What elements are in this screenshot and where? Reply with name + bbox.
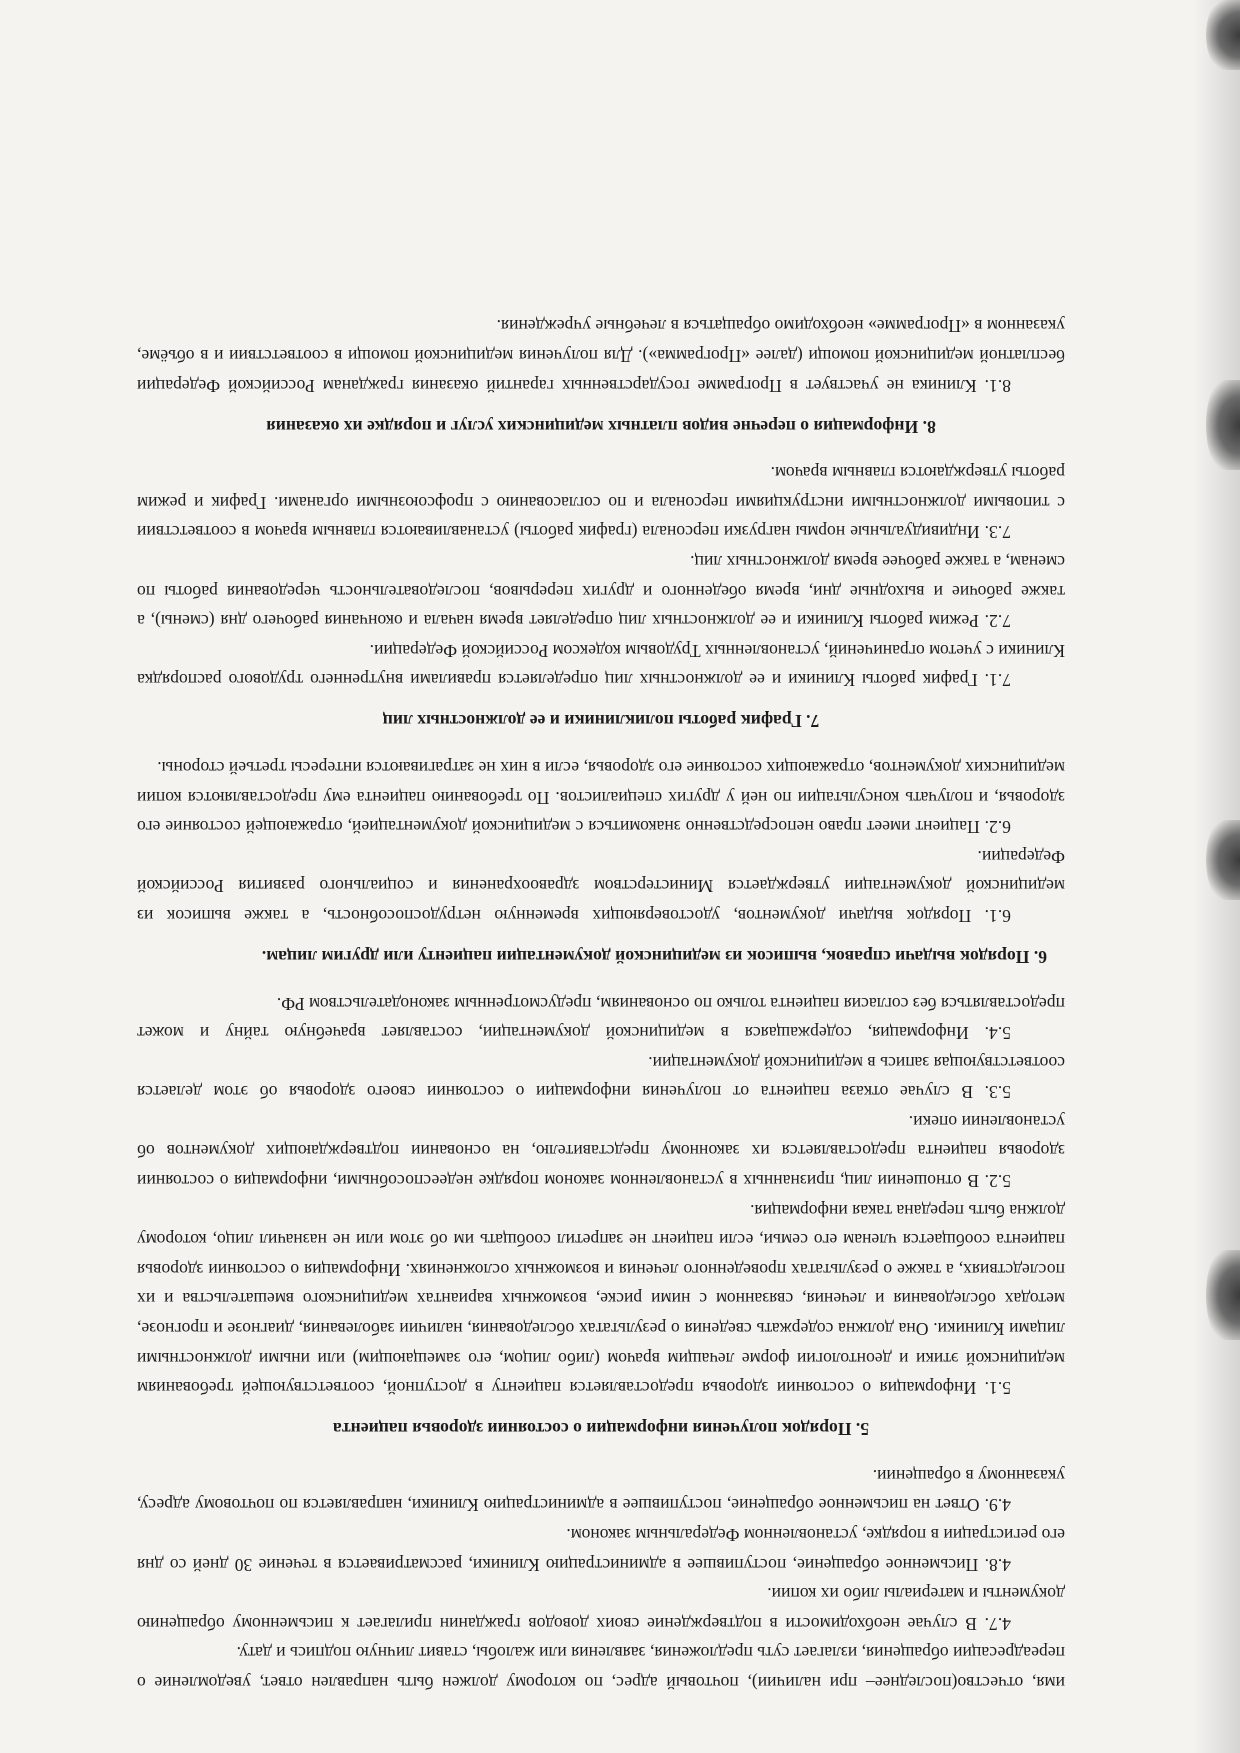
paragraph-4-9: 4.9. Ответ на письменное обращение, поступившее в администрацию Клиники, направляется по почтовому адресу, указанному в обращении. bbox=[137, 1465, 1065, 1516]
paragraph-7-1: 7.1. График работы Клиники и ее должностных лиц определяется правилами внутреннего трудового распорядка Клиники с учетом ограничений, установленных Трудовым кодексом Российской Федерации. bbox=[137, 640, 1065, 691]
paragraph-8-1: 8.1. Клиника не участвует в Программе государственных гарантий оказания гражданам Российской Федерации бесплатной медицинской помощи (далее «Программа»). Для получения медицинской помощи в соответствии и в объёме, указанном в «Программе» необходимо обращаться в лечебные учреждения. bbox=[137, 316, 1065, 396]
paragraph-7-3: 7.3. Индивидуальные нормы нагрузки персонала (график работы) устанавливаются главным врачом в соответствии с типовыми должностными инструкциями персонала и по согласованию с профсоюзными органами. График и режим работы утверждаются главным врачом. bbox=[137, 463, 1065, 543]
scan-hole-shadow-lower bbox=[1206, 1250, 1240, 1340]
paragraph-4-7: 4.7. В случае необходимости в подтверждение своих доводов гражданин прилагает к письменному обращению документы и материалы либо их копии. bbox=[137, 1584, 1065, 1634]
paragraph-5-2: 5.2. В отношении лиц, признанных в установленном законом порядке недееспособными, информация о состоянии здоровья пациента предоставляется их законному представителю, на основании подтверждающих документов об установлении опеки. bbox=[137, 1111, 1065, 1192]
paragraph-5-3: 5.3. В случае отказа пациента от получения информации о состоянии своего здоровья об этом делается соответствующая запись в медицинской документации. bbox=[137, 1052, 1065, 1103]
paragraph-6-1: 6.1. Порядок выдачи документов, удостоверяющих временную нетрудоспособность, а также выписок из медицинской документации утверждается Министерством здравоохранения и социального развития Российской Федерации. bbox=[137, 846, 1065, 926]
section-7-heading: 7. График работы поликлиники и ее должностных лиц bbox=[382, 711, 820, 732]
section-5-heading: 5. Порядок получения информации о состоянии здоровья пациента bbox=[332, 1419, 870, 1440]
paragraph-6-2: 6.2. Пациент имеет право непосредственно знакомиться с медицинской документацией, отражающей состояние его здоровья, и получать консультации по ней у других специалистов. По требованию пациента ему предоставляются копии медицинских документов, отражающих состояние его здоровья, если в них не затрагиваются интересы третьей стороны. bbox=[137, 757, 1065, 838]
paragraph-5-4: 5.4. Информация, содержащаяся в медицинской документации, составляет врачебную тайну и может предоставляться без согласия пациента только по основаниям, предусмотренным законодательством РФ. bbox=[137, 993, 1065, 1044]
scan-hole-shadow-upper bbox=[1206, 380, 1240, 470]
paragraph-4-8: 4.8. Письменное обращение, поступившее в администрацию Клиники, рассматривается в течение 30 дней со дня его регистрации в порядке, установленном Федеральным законом. bbox=[137, 1525, 1065, 1575]
scan-hole-shadow-top bbox=[1206, 0, 1240, 70]
document-body bbox=[137, 311, 1065, 1697]
paragraph-7-2: 7.2. Режим работы Клиники и ее должностных лиц определяет время начала и окончания рабочего дня (смены), а также рабочие и выходные дни, время обеденного и других перерывов, последовательность чередования работы по сменам, а также рабочее время должностных лиц. bbox=[137, 552, 1065, 632]
paragraph-4-6-continued: имя, отчество(последнее– при наличии), почтовый адрес, по которому должен быть направлен ответ, уведомление о переадресации обращения, излагает суть предложения, заявления или жалобы, ставит личную подпись и дату. bbox=[137, 1643, 1065, 1693]
section-8-heading: 8. Информация о перечне видов платных медицинских услуг и порядке их оказания bbox=[266, 416, 936, 437]
scan-hole-shadow-middle bbox=[1206, 820, 1240, 900]
section-6-heading: 6. Порядок выдачи справок, выписок из медицинской документации пациенту или другим лицам. bbox=[261, 946, 1047, 967]
paragraph-5-1: 5.1. Информация о состоянии здоровья предоставляется пациенту в доступной, соответствующей требованиям медицинской этики и деонтологии форме лечащим врачом (либо лицом, его замещающим) или иными должностными лицами Клиники. Она должна содержать сведения о результатах обследования, наличии заболевания, диагнозе и прогнозе, методах обследования и лечения, связанном с ними риске, возможных вариантах медицинского вмешательства и их последствиях, а также о результатах проведенного лечения и возможных осложнениях. Информация о состоянии здоровья пациента сообщается членам его семьи, если пациент не запретил сообщать им об этом или не назначил лицо, которому должна быть передана такая информация. bbox=[137, 1200, 1065, 1399]
